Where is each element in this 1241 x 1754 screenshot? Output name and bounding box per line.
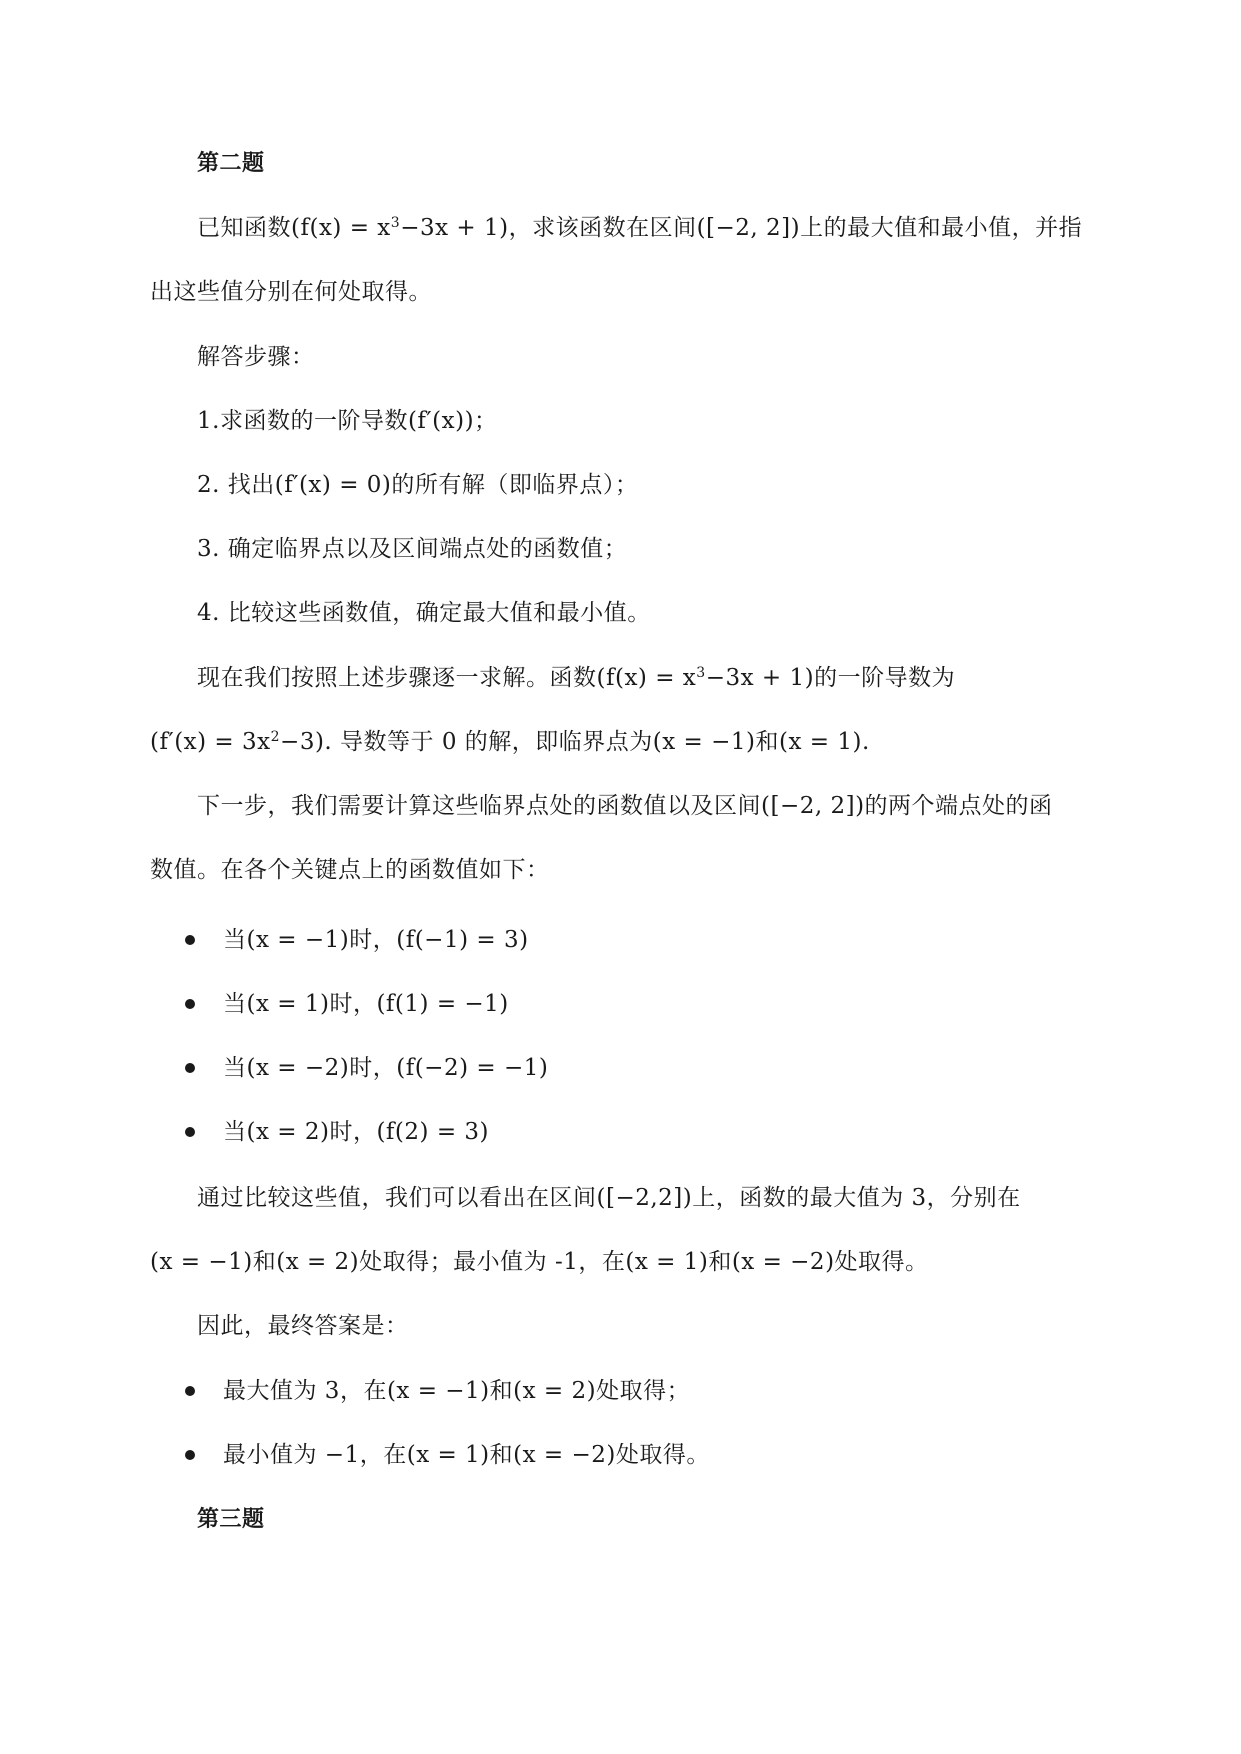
bullet-icon <box>185 935 195 945</box>
step-3: 3. 确定临界点以及区间端点处的函数值； <box>197 536 628 562</box>
exponent: 3 <box>390 215 401 231</box>
problem-text-a: 已知函数(f(x) = x <box>197 215 391 241</box>
step-2: 2. 找出(f′(x) = 0)的所有解（即临界点）； <box>197 472 639 498</box>
problem-line-2: 出这些值分别在何处取得。 <box>150 279 432 305</box>
value-item-1: 当(x = −1)时，(f(−1) = 3) <box>223 927 529 953</box>
problem-text-b: −3x + 1)，求该函数在区间([−2, 2])上的最大值和最小值，并指 <box>400 215 1083 241</box>
compare-line-1: 通过比较这些值，我们可以看出在区间([−2,2])上，函数的最大值为 3，分别在 <box>197 1185 1021 1211</box>
problem-line-1 <box>197 213 1082 243</box>
exponent: 3 <box>696 665 706 681</box>
derivative-line-2 <box>150 727 870 757</box>
exponent: 2 <box>270 729 281 745</box>
bullet-icon <box>185 1450 195 1460</box>
next-line-1: 下一步，我们需要计算这些临界点处的函数值以及区间([−2, 2])的两个端点处的函 <box>197 793 1053 819</box>
derivative-text-d: −3). 导数等于 0 的解，即临界点为(x = −1)和(x = 1). <box>280 729 870 755</box>
step-1: 1.求函数的一阶导数(f′(x))； <box>197 408 498 434</box>
final-item-min: 最小值为 −1，在(x = 1)和(x = −2)处取得。 <box>223 1442 710 1468</box>
value-item-3: 当(x = −2)时，(f(−2) = −1) <box>223 1055 549 1081</box>
steps-title: 解答步骤： <box>197 344 315 370</box>
step-4: 4. 比较这些函数值，确定最大值和最小值。 <box>197 600 651 626</box>
bullet-icon <box>185 1127 195 1137</box>
final-title: 因此，最终答案是： <box>197 1313 409 1339</box>
derivative-line-1 <box>197 663 955 693</box>
section-heading-3: 第三题 <box>197 1507 265 1532</box>
next-line-2: 数值。在各个关键点上的函数值如下： <box>150 857 550 883</box>
bullet-icon <box>185 1063 195 1073</box>
final-item-max: 最大值为 3，在(x = −1)和(x = 2)处取得； <box>223 1378 691 1404</box>
bullet-icon <box>185 999 195 1009</box>
section-heading-2: 第二题 <box>197 151 265 176</box>
compare-line-2: (x = −1)和(x = 2)处取得；最小值为 -1，在(x = 1)和(x = −2)处取得。 <box>150 1249 929 1275</box>
derivative-text-c: (f′(x) = 3x <box>150 729 271 755</box>
derivative-text-a: 现在我们按照上述步骤逐一求解。函数(f(x) = x <box>197 665 697 691</box>
value-item-2: 当(x = 1)时，(f(1) = −1) <box>223 991 509 1017</box>
value-item-4: 当(x = 2)时，(f(2) = 3) <box>223 1119 490 1145</box>
derivative-text-b: −3x + 1)的一阶导数为 <box>705 665 956 691</box>
bullet-icon <box>185 1386 195 1396</box>
